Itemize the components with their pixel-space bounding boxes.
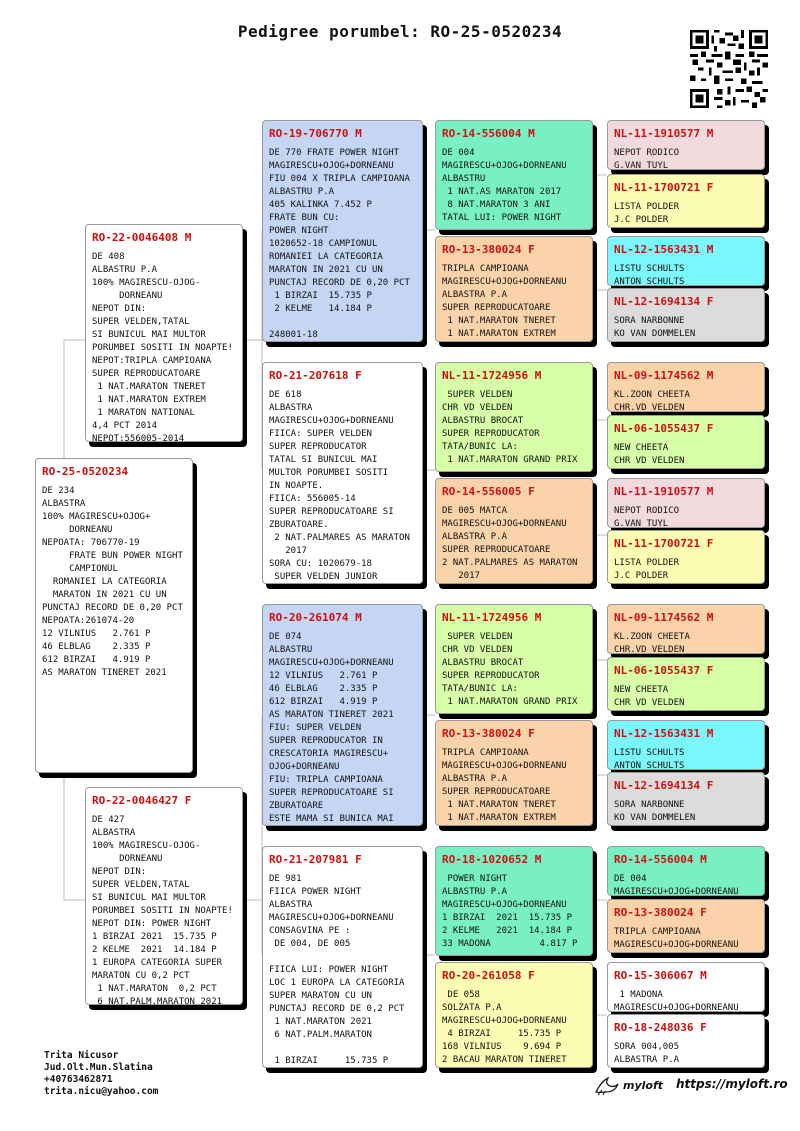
card-details: DE 770 FRATE POWER NIGHT MAGIRESCU+OJOG+DORNEANU FIU 004 X TRIPLA CAMPIOANA ALBASTRU P.A 405 KALINKA 7.452 P FRATE BUN CU: POWER NIGHT 1020652-18 CAMPIONUL ROMANIEI LA CATEGORIA MARATON IN 2021 CU UN PUNCTAJ RECORD DE 0,20 PCT 1 BIRZAI 15.735 P 2 KELME 14.184 P 248001-18: [269, 148, 410, 340]
ring-number: NL-12-1694134 F: [614, 295, 714, 308]
card-details: DE 981 FIICA POWER NIGHT ALBASTRA MAGIRESCU+OJOG+DORNEANU CONSAGVINA PE : DE 004, DE 005 FIICA LUI: POWER NIGHT LOC 1 EUROPA LA CATEGORIA SUPER MARATON CU UN PUNCTAJ RECORD DE 0,2 PCT 1 NAT.MARATON 2021 6 NAT.PALM.MARATON 1 BIRZAI 15.735 P: [269, 874, 405, 1066]
card-details: DE 005 MATCA MAGIRESCU+OJOG+DORNEANU ALBASTRA P.A SUPER REPRODUCATOARE 2 NAT.PALMARES AS MARATON 2017: [442, 506, 578, 581]
pedigree-card-g4-3[interactable]: [607, 236, 765, 286]
pedigree-card-sss[interactable]: [435, 120, 593, 230]
ring-number: RO-22-0046427 F: [92, 794, 192, 807]
ring-number: NL-09-1174562 M: [614, 369, 714, 382]
card-details: SORA NARBONNE KO VAN DOMMELEN: [614, 800, 696, 823]
card-details: DE 004 MAGIRESCU+OJOG+DORNEANU ALBASTRU 1 NAT.AS MARATON 2017 8 NAT.MARATON 3 ANI TATAL LUI: POWER NIGHT: [442, 148, 567, 223]
ring-number: NL-11-1910577 M: [614, 127, 714, 140]
card-details: SUPER VELDEN CHR VD VELDEN ALBASTRU BROCAT SUPER REPRODUCATOR TATA/BUNIC LA: 1 NAT.MARATON GRAND PRIX: [442, 390, 578, 465]
pedigree-card-dam-sire[interactable]: [262, 604, 423, 826]
ring-number: RO-14-556005 F: [442, 485, 535, 498]
pedigree-card-g4-5[interactable]: [607, 362, 765, 412]
pedigree-card-g4-16[interactable]: [607, 1014, 765, 1068]
pedigree-card-g4-4[interactable]: [607, 288, 765, 342]
card-details: POWER NIGHT ALBASTRU P.A MAGIRESCU+OJOG+DORNEANU 1 BIRZAI 2021 15.735 P 2 KELME 2021 14.184 P 33 MADONA 4.817 P: [442, 874, 578, 949]
card-details: KL.ZOON CHEETA CHR.VD VELDEN: [614, 390, 690, 412]
ring-number: RO-15-306067 M: [614, 969, 707, 982]
pedigree-card-ddd[interactable]: [435, 962, 593, 1068]
pedigree-card-g4-9[interactable]: [607, 604, 765, 654]
ring-number: NL-09-1174562 M: [614, 611, 714, 624]
pedigree-card-dss[interactable]: [435, 604, 593, 714]
ring-number: RO-20-261074 M: [269, 611, 362, 624]
logo-text: myloft: [623, 1078, 664, 1092]
pedigree-card-g4-15[interactable]: [607, 962, 765, 1012]
ring-number: RO-20-261058 F: [442, 969, 535, 982]
ring-number: RO-19-706770 M: [269, 127, 362, 140]
ring-number: RO-18-1020652 M: [442, 853, 542, 866]
card-details: TRIPLA CAMPIOANA MAGIRESCU+OJOG+DORNEANU ALBASTRA P.A SUPER REPRODUCATOARE 1 NAT.MARATON TNERET 1 NAT.MARATON EXTREM: [442, 264, 567, 339]
card-details: DE 058 SOLZATA P.A MAGIRESCU+OJOG+DORNEANU 4 BIRZAI 15.735 P 168 VILNIUS 9.694 P 2 BACAU MARATON TINERET: [442, 990, 567, 1065]
pedigree-card-dds[interactable]: [435, 846, 593, 956]
pedigree-card-g4-7[interactable]: [607, 478, 765, 528]
card-details: DE 074 ALBASTRU MAGIRESCU+OJOG+DORNEANU 12 VILNIUS 2.761 P 46 ELBLAG 2.335 P 612 BIRZAI 4.919 P AS MARATON TINERET 2021 FIU: SUPER VELDEN SUPER REPRODUCATOR IN CRESCATORIA MAGIRESCU+ OJOG+DORNEANU FIU: TRIPLA CAMPIOANA SUPER REPRODUCATOARE SI ZBURATOARE ESTE MAMA SI BUNICA MAI: [269, 632, 394, 824]
ring-number: NL-12-1694134 F: [614, 779, 714, 792]
pedigree-card-dam[interactable]: [85, 787, 243, 1005]
card-details: LISTU SCHULTS ANTON SCHULTS: [614, 264, 685, 286]
pedigree-card-g4-6[interactable]: [607, 415, 765, 469]
pedigree-card-g4-14[interactable]: [607, 899, 765, 953]
ring-number: NL-11-1724956 M: [442, 611, 542, 624]
pedigree-card-g4-2[interactable]: [607, 174, 765, 228]
pedigree-card-ssd[interactable]: [435, 236, 593, 342]
card-details: LISTU SCHULTS ANTON SCHULTS: [614, 748, 685, 770]
ring-number: RO-21-207981 F: [269, 853, 362, 866]
card-details: SORA NARBONNE KO VAN DOMMELEN: [614, 316, 696, 339]
pedigree-card-g4-12[interactable]: [607, 772, 765, 826]
ring-number: RO-14-556004 M: [442, 127, 535, 140]
owner-email: trita.nicu@yahoo.com: [44, 1086, 159, 1097]
ring-number: RO-13-380024 F: [614, 906, 707, 919]
card-details: DE 408 ALBASTRU P.A 100% MAGIRESCU-OJOG- DORNEANU NEPOT DIN: SUPER VELDEN,TATAL SI BUNICUL MAI MULTOR PORUMBEI SOSITI IN NOAPTE! NEPOT:TRIPLA CAMPIOANA SUPER REPRODUCATOARE 1 NAT.MARATON TNERET 1 NAT.MARATON EXTREM 1 MARATON NATIONAL 4,4 PCT 2014 NEPOT:556005-2014: [92, 252, 233, 442]
card-details: LISTA POLDER J.C POLDER: [614, 202, 680, 225]
ring-number: RO-21-207618 F: [269, 369, 362, 382]
card-details: DE 618 ALBASTRA MAGIRESCU+OJOG+DORNEANU FIICA: SUPER VELDEN SUPER REPRODUCATOR TATAL SI BUNICUL MAI MULTOR PORUMBEI SOSITI IN NOAPTE. FIICA: 556005-14 SUPER REPRODUCATOARE SI ZBURATOARE. 2 NAT.PALMARES AS MARATON 2017 SORA CU: 1020679-18 SUPER VELDEN JUNIOR: [269, 390, 410, 582]
card-details: SORA 004,005 ALBASTRA P.A: [614, 1042, 680, 1065]
website-link[interactable]: https://myloft.ro: [676, 1077, 788, 1091]
ring-number: RO-22-0046408 M: [92, 231, 192, 244]
card-details: LISTA POLDER J.C POLDER: [614, 558, 680, 581]
pedigree-card-dsd[interactable]: [435, 720, 593, 826]
pedigree-card-g4-8[interactable]: [607, 530, 765, 584]
ring-number: RO-13-380024 F: [442, 727, 535, 740]
pedigree-card-dam-dam[interactable]: [262, 846, 423, 1068]
pigeon-icon: [594, 1074, 620, 1096]
pedigree-card-g4-11[interactable]: [607, 720, 765, 770]
card-details: TRIPLA CAMPIOANA MAGIRESCU+OJOG+DORNEANU: [614, 927, 739, 950]
card-details: NEW CHEETA CHR VD VELDEN: [614, 685, 685, 708]
ring-number: NL-06-1055437 F: [614, 422, 714, 435]
card-details: NEPOT RODICO G.VAN TUYL: [614, 148, 680, 170]
card-details: 1 MADONA MAGIRESCU+OJOG+DORNEANU: [614, 990, 739, 1012]
pedigree-card-sire[interactable]: [85, 224, 243, 442]
ring-number: RO-13-380024 F: [442, 243, 535, 256]
card-details: TRIPLA CAMPIOANA MAGIRESCU+OJOG+DORNEANU ALBASTRA P.A SUPER REPRODUCATOARE 1 NAT.MARATON TNERET 1 NAT.MARATON EXTREM: [442, 748, 567, 823]
card-details: DE 427 ALBASTRA 100% MAGIRESCU-OJOG- DORNEANU NEPOT DIN: SUPER VELDEN,TATAL SI BUNICUL MAI MULTOR PORUMBEI SOSITI IN NOAPTE! NEPOT DIN: POWER NIGHT 1 BIRZAI 2021 15.735 P 2 KELME 2021 14.184 P 1 EUROPA CATEGORIA SUPER MARATON CU 0,2 PCT 1 NAT.MARATON 0,2 PCT 6 NAT.PALM.MARATON 2021: [92, 815, 233, 1005]
card-details: DE 234 ALBASTRA 100% MAGIRESCU+OJOG+ DORNEANU NEPOATA: 706770-19 FRATE BUN POWER NIGHT CAMPIONUL ROMANIEI LA CATEGORIA MARATON IN 2021 CU UN PUNCTAJ RECORD DE 0,20 PCT NEPOATA:261074-20 12 VILNIUS 2.761 P 46 ELBLAG 2.335 P 612 BIRZAI 4.919 P AS MARATON TINERET 2021: [42, 486, 183, 678]
pedigree-card-sds[interactable]: [435, 362, 593, 472]
ring-number: NL-12-1563431 M: [614, 727, 714, 740]
pedigree-card-sire-dam[interactable]: [262, 362, 423, 584]
owner-name: Trita Nicusor: [44, 1050, 119, 1061]
ring-number: NL-12-1563431 M: [614, 243, 714, 256]
owner-phone: +40763462871: [44, 1074, 113, 1085]
owner-contact: [44, 1050, 158, 1098]
pedigree-card-sdd[interactable]: [435, 478, 593, 584]
myloft-logo: [594, 1074, 663, 1096]
pedigree-card-main[interactable]: [35, 458, 193, 773]
ring-number: NL-11-1700721 F: [614, 181, 714, 194]
owner-address: Jud.Olt.Mun.Slatina: [44, 1062, 153, 1073]
ring-number: RO-25-0520234: [42, 465, 129, 478]
card-details: NEPOT RODICO G.VAN TUYL: [614, 506, 680, 528]
ring-number: NL-06-1055437 F: [614, 664, 714, 677]
card-details: NEW CHEETA CHR VD VELDEN: [614, 443, 685, 466]
ring-number: NL-11-1910577 M: [614, 485, 714, 498]
pedigree-card-g4-10[interactable]: [607, 657, 765, 711]
ring-number: NL-11-1724956 M: [442, 369, 542, 382]
pedigree-card-g4-13[interactable]: [607, 846, 765, 896]
card-details: SUPER VELDEN CHR VD VELDEN ALBASTRU BROCAT SUPER REPRODUCATOR TATA/BUNIC LA: 1 NAT.MARATON GRAND PRIX: [442, 632, 578, 707]
page-title: Pedigree porumbel: RO-25-0520234: [237, 22, 563, 41]
ring-number: RO-18-248036 F: [614, 1021, 707, 1034]
pedigree-card-sire-sire[interactable]: [262, 120, 423, 342]
ring-number: RO-14-556004 M: [614, 853, 707, 866]
card-details: KL.ZOON CHEETA CHR.VD VELDEN: [614, 632, 690, 654]
pedigree-card-g4-1[interactable]: [607, 120, 765, 170]
card-details: DE 004 MAGIRESCU+OJOG+DORNEANU: [614, 874, 739, 896]
ring-number: NL-11-1700721 F: [614, 537, 714, 550]
